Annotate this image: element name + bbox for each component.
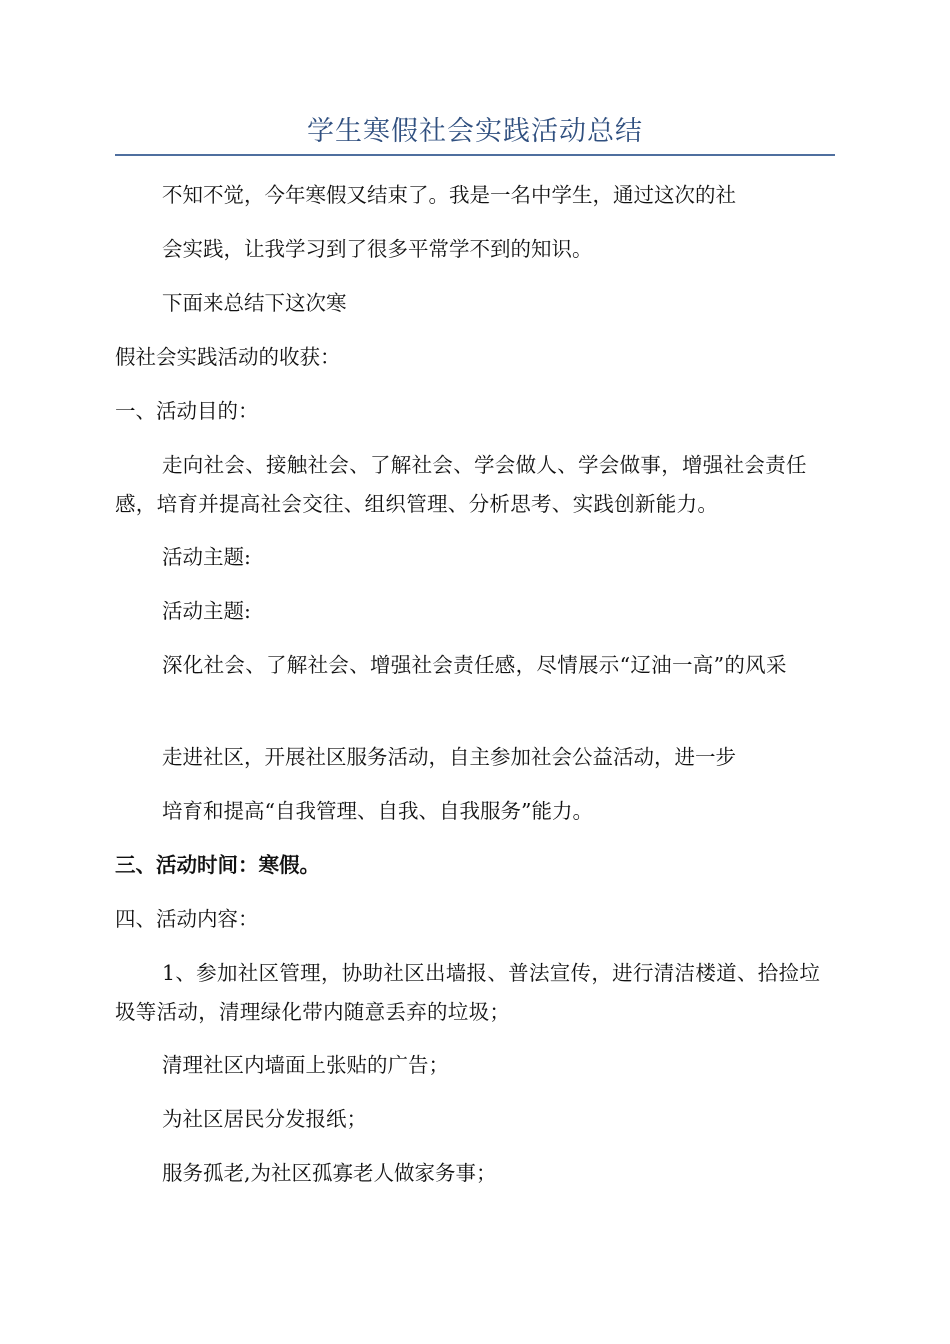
label-activity-theme-2: 活动主题: [162,599,251,623]
paragraph-community-service: 走进社区，开展社区服务活动，自主参加社会公益活动，进一步 [162,745,736,769]
paragraph-content-elderly: 服务孤老,为社区孤寡老人做家务事； [162,1161,497,1185]
title-underline [115,154,835,156]
paragraph-summary-lead: 下面来总结下这次寒 [162,291,347,315]
heading-activity-purpose: 一、活动目的： [115,399,259,423]
paragraph-intro-line-1: 不知不觉，今年寒假又结束了。我是一名中学生，通过这次的社 [162,183,736,207]
paragraph-summary-gains: 假社会实践活动的收获： [115,345,341,369]
paragraph-content-newspapers: 为社区居民分发报纸； [162,1107,367,1131]
paragraph-intro-line-2: 会实践，让我学习到了很多平常学不到的知识。 [162,237,593,261]
heading-activity-content: 四、活动内容： [115,907,259,931]
document-title: 学生寒假社会实践活动总结 [307,116,643,147]
paragraph-activity-theme: 深化社会、了解社会、增强社会责任感，尽情展示“辽油一高”的风采 [162,653,787,677]
paragraph-content-item-1: 1、参加社区管理，协助社区出墙报、普法宣传，进行清洁楼道、拾捡垃圾等活动，清理绿化带内随意丢弃的垃圾； [115,961,821,1024]
paragraph-content-ads: 清理社区内墙面上张贴的广告； [162,1053,449,1077]
heading-activity-time: 三、活动时间：寒假。 [115,853,320,877]
paragraph-self-management: 培育和提高“自我管理、自我、自我服务”能力。 [162,799,593,823]
paragraph-activity-purpose: 走向社会、接触社会、了解社会、学会做人、学会做事，增强社会责任感，培育并提高社会交往、组织管理、分析思考、实践创新能力。 [115,453,807,516]
label-activity-theme-1: 活动主题: [162,545,251,569]
